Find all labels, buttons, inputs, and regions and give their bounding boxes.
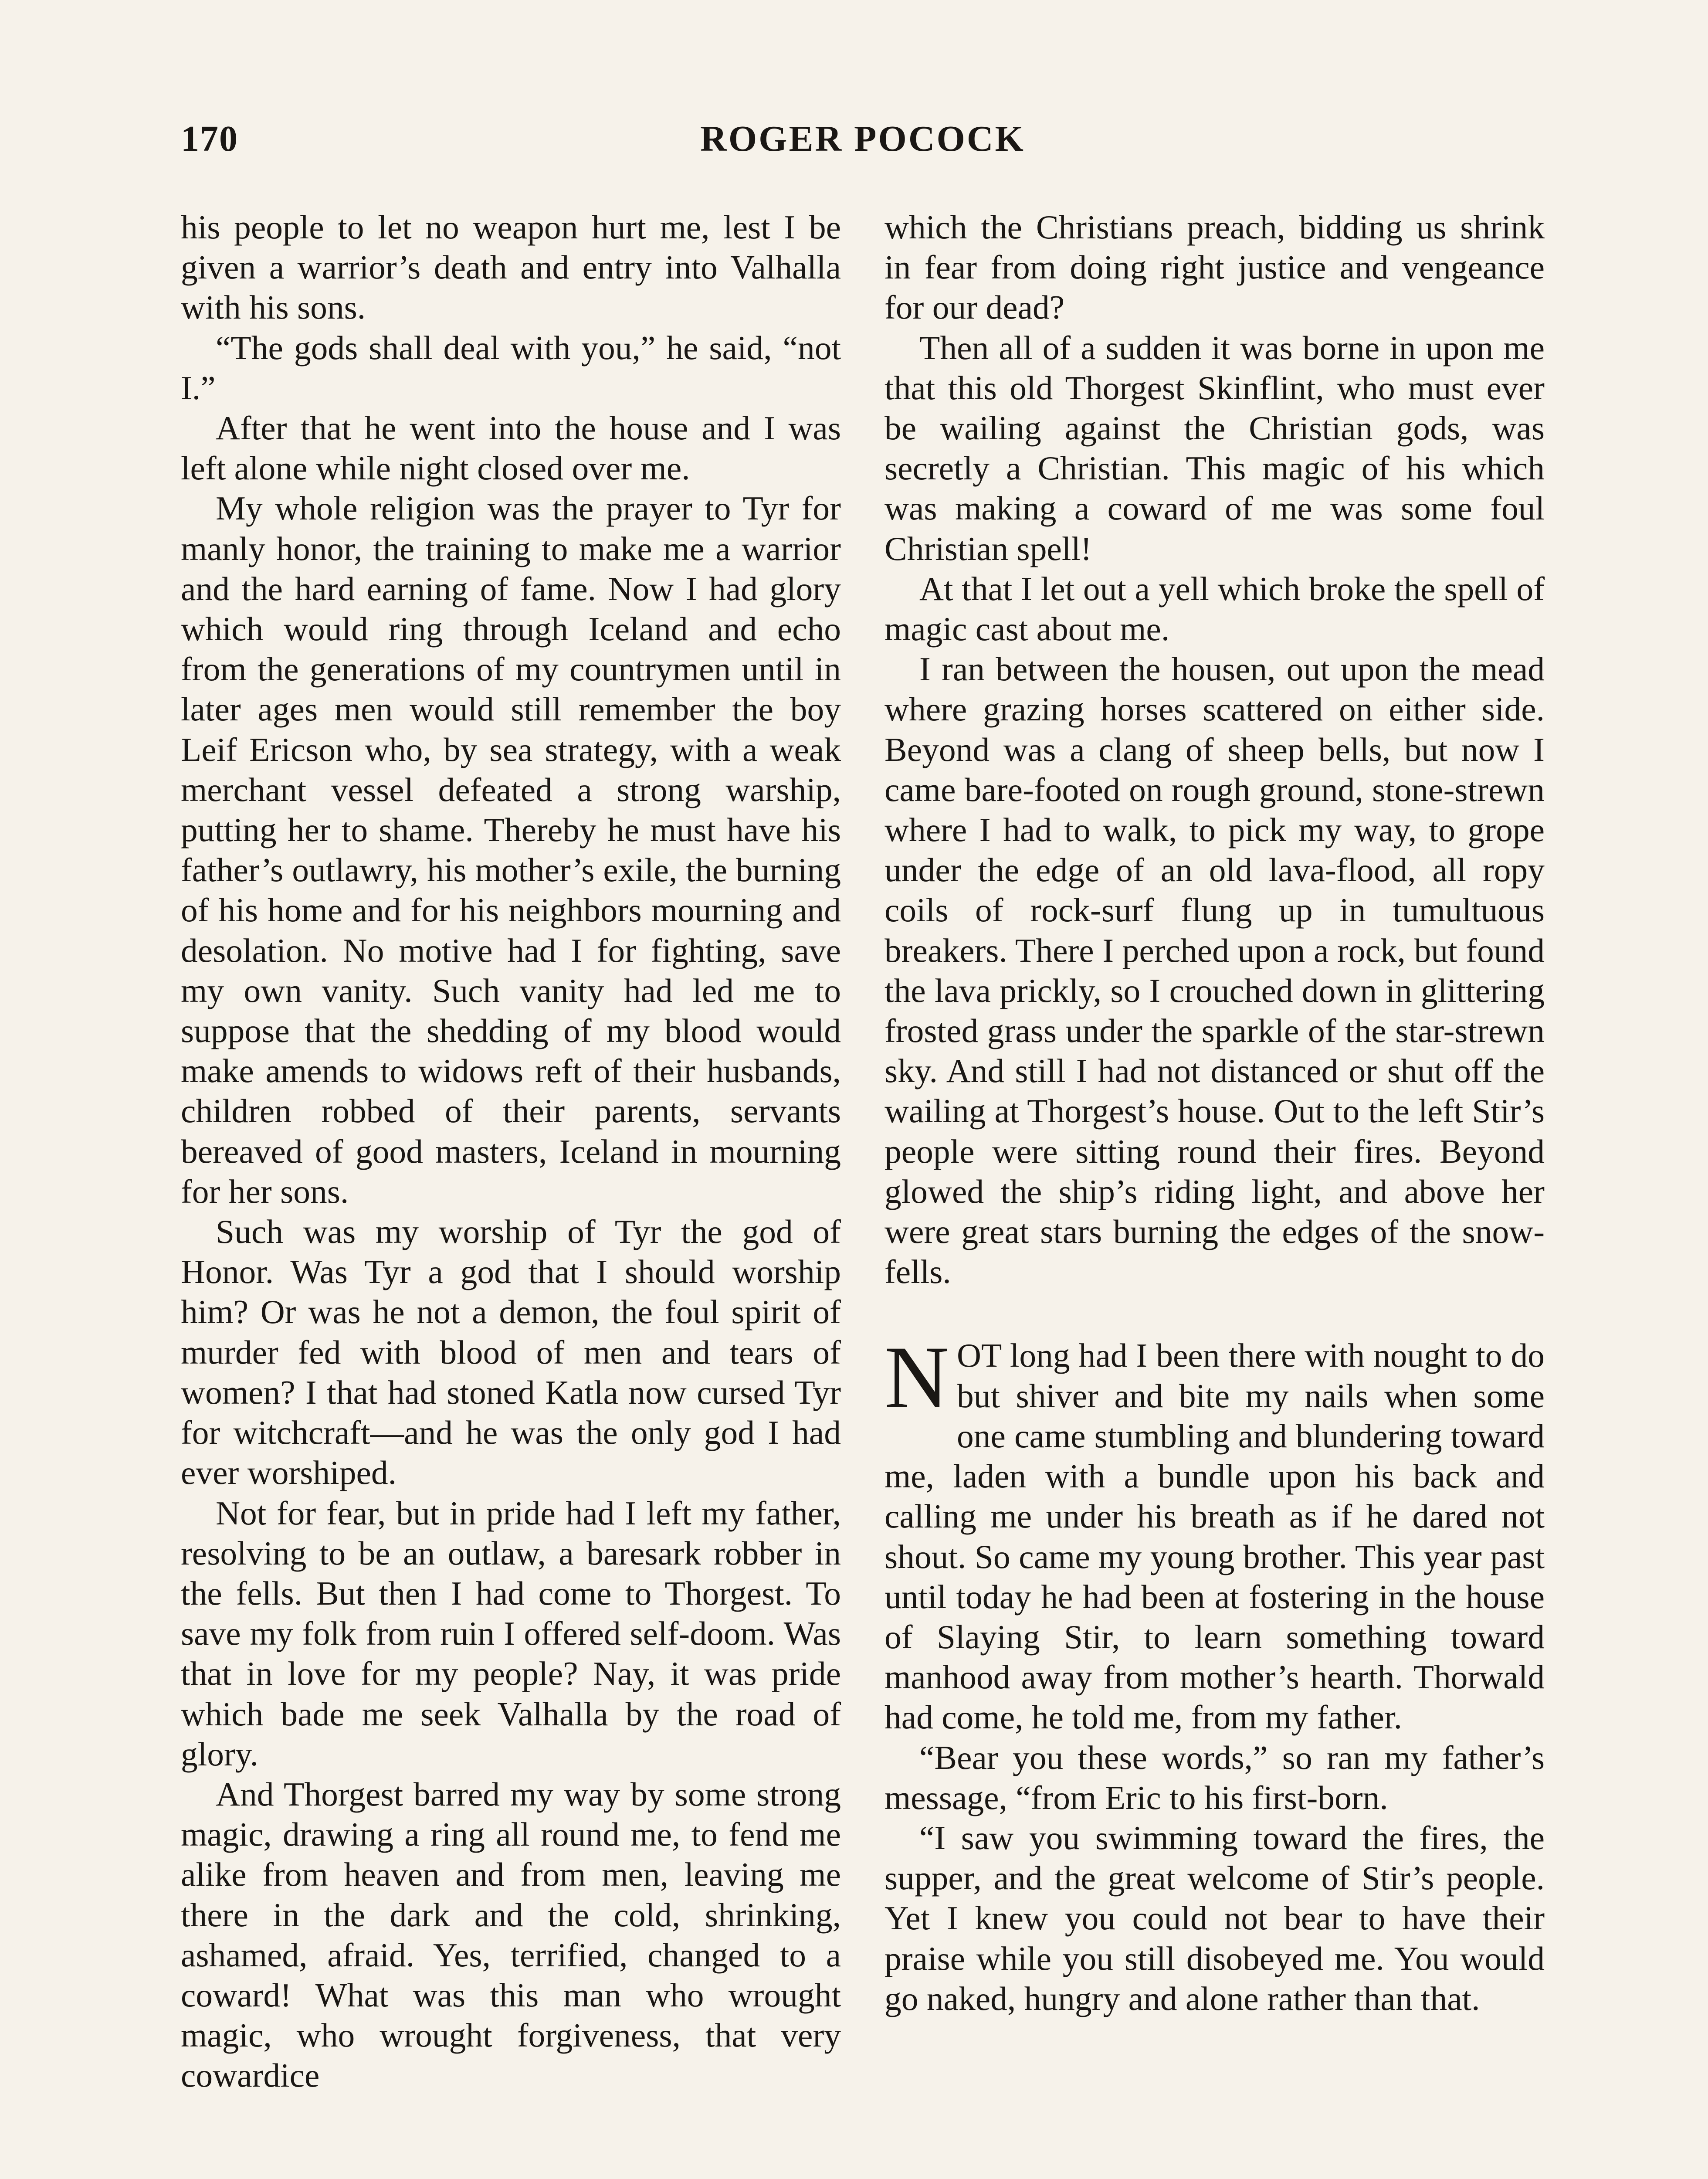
- section-opening-text: OT long had I been there with nought to do but shiver and bite my nails when some one came stumbling and blundering toward me, laden with a bundle upon his back and calling me under his breath as if he dared not shout. So came my young brother. This year past until today he had been at fostering in the house of Slaying Stir, to learn something toward manhood away from mother’s hearth. Thorwald had come, he told me, from my father.: [884, 1337, 1545, 1736]
- left-column: [181, 207, 841, 2096]
- paragraph: My whole religion was the prayer to Tyr for manly honor, the training to make me a warrior and the hard earning of fame. Now I had glory which would ring through Iceland and echo from the generations of my countrymen until in later ages men would still remember the boy Leif Ericson who, by sea strategy, with a weak merchant vessel defeated a strong warship, putting her to shame. Thereby he must have his father’s outlawry, his mother’s exile, the burning of his home and for his neighbors mourning and desolation. No motive had I for fighting, save my own vanity. Such vanity had led me to suppose that the shedding of my blood would make amends to widows reft of their husbands, children robbed of their parents, servants bereaved of good masters, Iceland in mourning for her sons.: [181, 489, 841, 1210]
- paragraph: “Bear you these words,” so ran my father’s message, “from Eric to his first-born.: [884, 1738, 1545, 1816]
- paragraph: I ran between the housen, out upon the mead where grazing horses scattered on either side. Beyond was a clang of sheep bells, but now I came bare-footed on rough ground, stone-strewn where I had to walk, to pick my way, to grope under the edge of an old lava-flood, all ropy coils of rock-surf flung up in tumultuous breakers. There I perched upon a rock, but found the lava prickly, so I crouched down in glittering frosted grass under the sparkle of the star-strewn sky. And still I had not distanced or shut off the wailing at Thorgest’s house. Out to the left Stir’s people were sitting round their fires. Beyond glowed the ship’s riding light, and above her were great stars burning the edges of the snow-fells.: [884, 650, 1545, 1291]
- paragraph: which the Christians preach, bidding us shrink in fear from doing right justice and vengeance for our dead?: [884, 208, 1545, 326]
- paragraph: After that he went into the house and I was left alone while night closed over me.: [181, 409, 841, 487]
- section-opening-paragraph: [884, 1328, 1545, 1737]
- paragraph: “I saw you swimming toward the fires, the supper, and the great welcome of Stir’s people. Yet I knew you could not bear to have their praise while you still disobeyed me. You would go naked, hungry and alone rather than that.: [884, 1819, 1545, 2017]
- running-head: ROGER POCOCK: [700, 119, 1025, 159]
- paragraph: “The gods shall deal with you,” he said, “not I.”: [181, 329, 841, 407]
- paragraph: At that I let out a yell which broke the spell of magic cast about me.: [884, 570, 1545, 648]
- paragraph: his people to let no weapon hurt me, lest I be given a warrior’s death and entry into Valhalla with his sons.: [181, 208, 841, 326]
- page-number: 170: [181, 119, 238, 159]
- paragraph: Such was my worship of Tyr the god of Honor. Was Tyr a god that I should worship him? Or was he not a demon, the foul spirit of murder fed with blood of men and tears of women? I that had stoned Katla now cursed Tyr for witchcraft—and he was the only god I had ever worshiped.: [181, 1213, 841, 1492]
- paragraph: Then all of a sudden it was borne in upon me that this old Thorgest Skinflint, who must ever be wailing against the Christian gods, was secretly a Christian. This magic of his which was making a coward of me was some foul Christian spell!: [884, 329, 1545, 567]
- paragraph: Not for fear, but in pride had I left my father, resolving to be an outlaw, a baresark robber in the fells. But then I had come to Thorgest. To save my folk from ruin I offered self-doom. Was that in love for my people? Nay, it was pride which bade me seek Valhalla by the road of glory.: [181, 1494, 841, 1773]
- drop-cap: N: [884, 1328, 949, 1427]
- paragraph: And Thorgest barred my way by some strong magic, drawing a ring all round me, to fend me alike from heaven and from men, leaving me there in the dark and the cold, shrinking, ashamed, afraid. Yes, terrified, changed to a coward! What was this man who wrought magic, who wrought forgiveness, that very cowardice: [181, 1775, 841, 2094]
- page-header: [181, 118, 1545, 170]
- right-column: [884, 207, 1545, 2019]
